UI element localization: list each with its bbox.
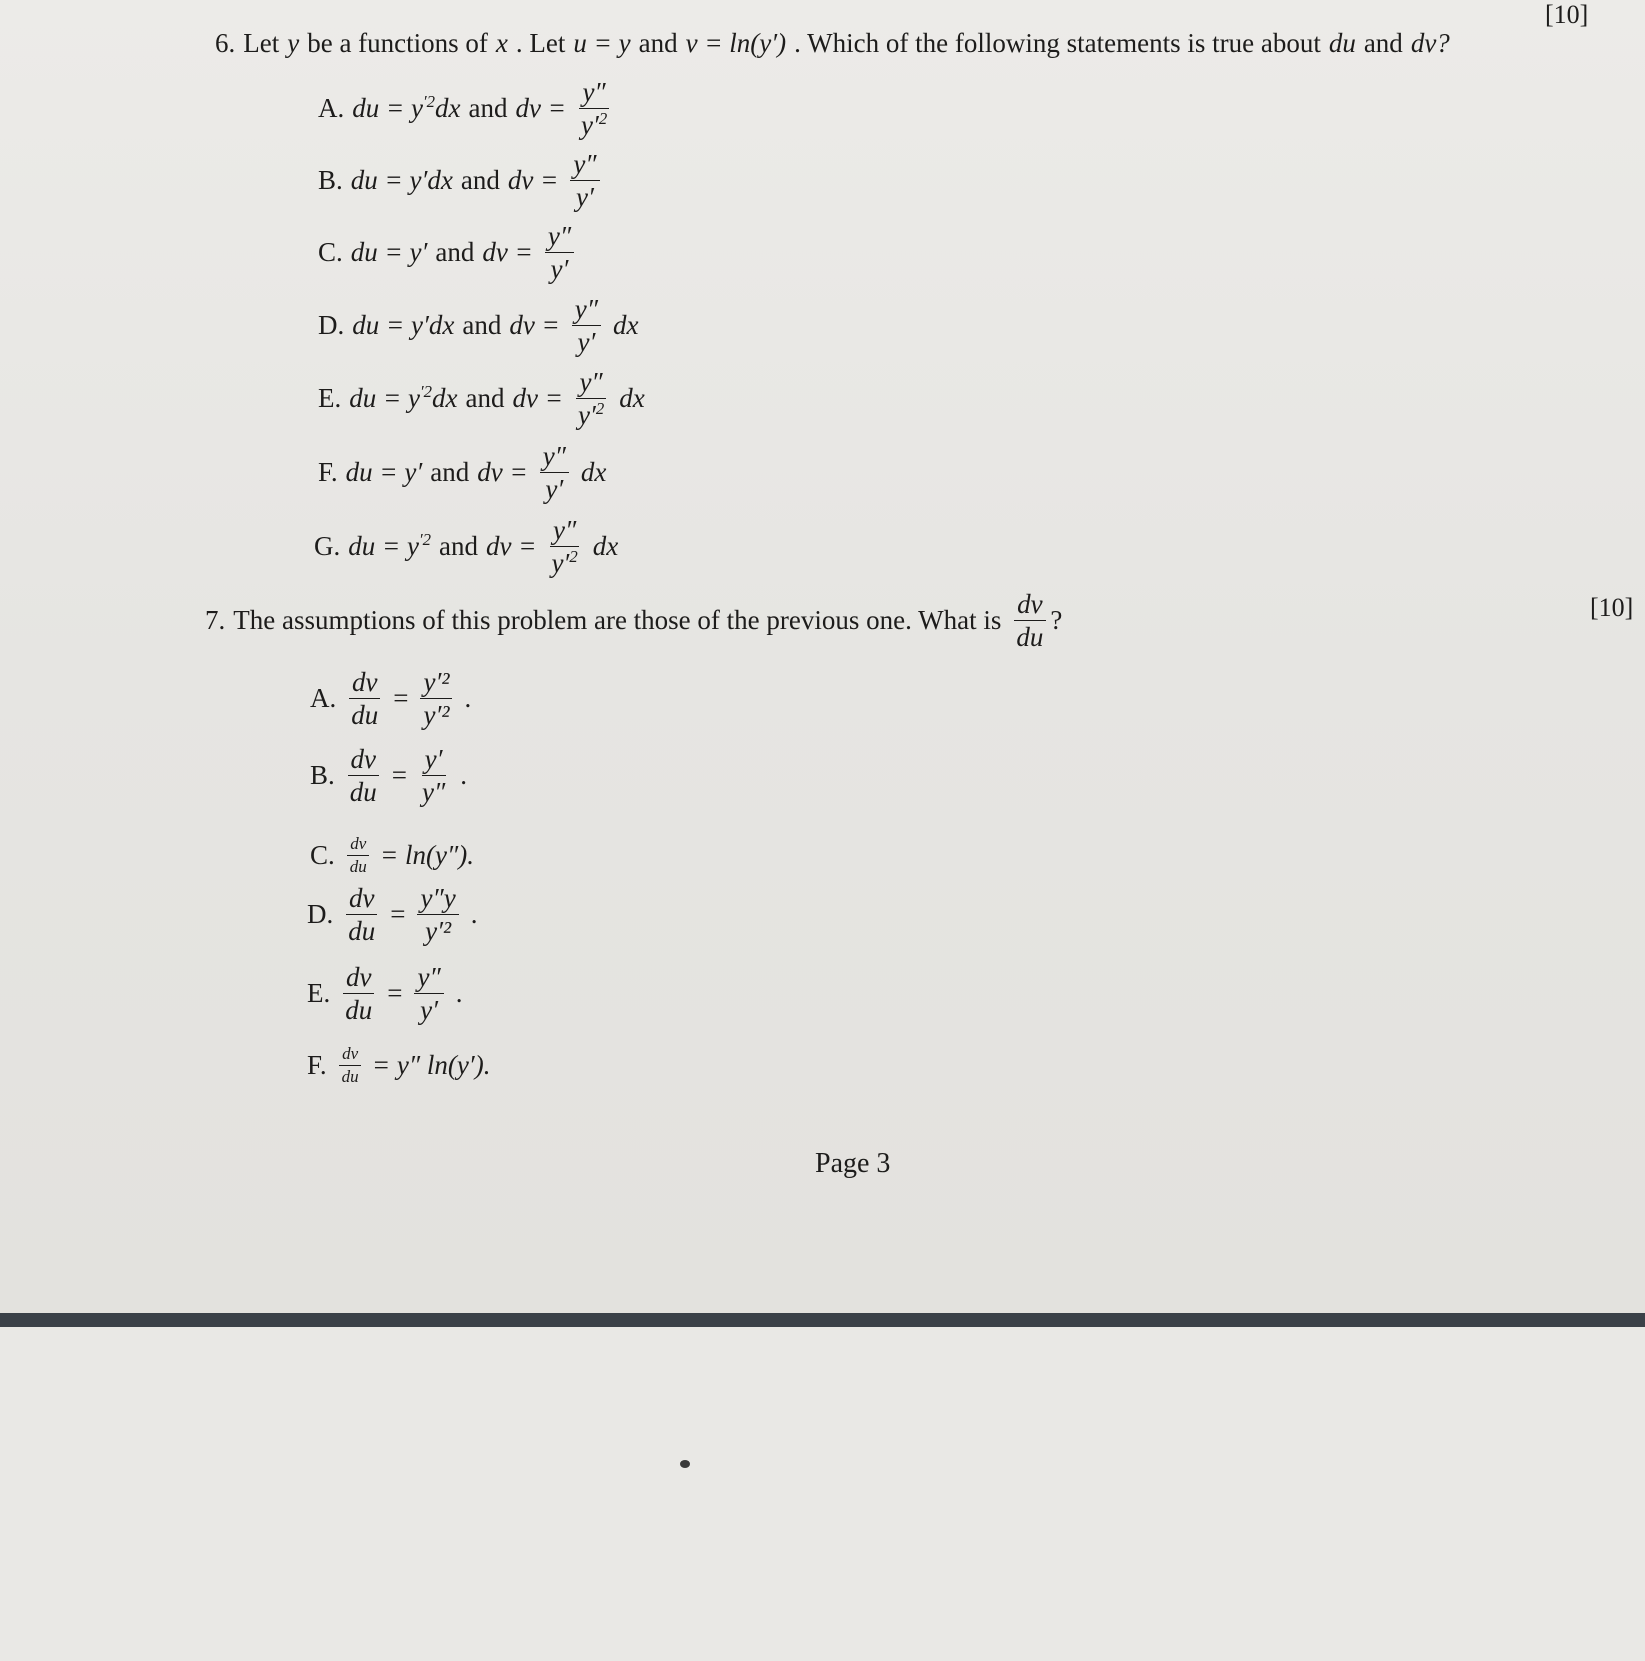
dv-text: dv = [515,93,566,124]
rhs-fraction [417,884,458,946]
q6-points: [10] [1545,0,1589,29]
option-label: C. [318,237,343,268]
fraction-numerator: y″ [540,442,569,473]
q6-and: and [638,28,678,58]
q6-text-mid2: . Let [515,28,566,58]
q6-number: 6. [215,28,236,58]
q7-option-c [310,835,474,876]
dv-text: dv = [507,165,559,196]
q7-points: [10] [1590,593,1634,622]
fraction-denominator [548,547,580,577]
page-number: Page 3 [815,1148,891,1179]
denominator-text: y′ [551,548,570,579]
dv-fraction [578,78,610,140]
du-tail: dx [435,93,461,124]
q7-text: The assumptions of this problem are those of the previous one. What is [233,605,1002,636]
denominator-superscript: 2 [569,547,578,567]
dv-fraction [572,295,601,357]
q6-option-f [318,442,606,504]
equals-sign: = [390,899,406,930]
rhs-numerator: y′² [420,668,452,699]
du-superscript: ′2 [418,530,431,550]
du-expression [349,383,457,414]
option-label: D. [307,899,334,930]
and-word: and [439,531,478,562]
q6-text-mid1: be a functions of [307,28,488,58]
lhs-numerator: dv [343,963,374,994]
lhs-numerator: dv [348,745,379,776]
and-word: and [462,310,502,341]
q6-dv: dv? [1410,28,1450,58]
rhs-fraction [419,745,448,807]
lhs-fraction [345,884,378,946]
q6-option-e [318,368,645,430]
q6-option-a [318,78,614,140]
q6-var-x: x [495,28,508,58]
du-expression [351,165,453,196]
dv-tail: dx [592,531,619,562]
equals-sign: = [381,839,397,870]
q6-du: du [1328,28,1356,58]
fraction-numerator: y″ [579,78,608,109]
option-label: F. [307,1049,327,1080]
du-text: du = y′ [345,457,423,488]
dv-text: dv = [482,237,533,268]
rhs-denominator: y″ [422,777,446,808]
lhs-denominator: du [348,916,376,947]
lhs-numerator: dv [349,668,380,699]
du-text: du = y [348,531,419,562]
du-expression [348,531,431,562]
denominator-superscript: 2 [598,109,608,129]
q6-option-g [314,516,618,578]
q7-option-a [310,668,471,730]
fraction-denominator [548,253,572,283]
du-expression [346,457,423,488]
q7-option-f [307,1045,490,1086]
dv-fraction [548,516,580,578]
end-period: . [470,899,478,930]
equals-sign: = [373,1049,389,1080]
fraction-numerator: y″ [572,295,601,326]
lhs-fraction [347,745,380,807]
dv-text: dv = [512,383,563,414]
option-label: G. [314,531,341,562]
du-text: du = y [349,383,420,414]
dv-tail: dx [619,383,645,414]
lhs-denominator: du [349,777,377,808]
lhs-fraction [339,1045,362,1086]
lhs-numerator: dv [347,835,369,856]
and-word: and [460,165,500,196]
fraction-numerator: y″ [550,516,579,547]
and-word: and [465,383,505,414]
fraction-denominator [575,399,607,429]
lhs-numerator: dv [346,884,377,915]
rhs-numerator: y′ [422,745,446,776]
option-label: E. [307,978,331,1009]
option-label: A. [318,93,345,124]
denominator-superscript: 2 [595,399,605,419]
option-label: A. [310,683,337,714]
rhs-expression: ln(y″). [405,839,474,870]
q7-option-e [307,963,462,1025]
lhs-denominator: du [345,995,373,1026]
rhs-numerator: y″y [417,884,458,915]
q7-fraction-den: du [1016,622,1044,653]
dv-fraction [545,222,574,284]
q6-option-d [318,295,639,357]
dv-text: dv = [485,531,537,562]
fraction-numerator: y″ [576,368,605,399]
lhs-fraction [342,963,375,1025]
fraction-numerator: y″ [545,222,574,253]
q6-text-mid3: . Which of the following statements is true about [794,28,1321,58]
equals-sign: = [387,978,403,1009]
rhs-expression: y″ ln(y′). [396,1049,491,1080]
denominator-text: y′ [580,110,599,141]
q6-v-eq: v = ln(y′) [685,28,787,58]
paper-speck [680,1460,690,1468]
end-period: . [464,683,472,714]
du-text: du = y′dx [350,165,453,196]
q6-var-y: y [287,28,300,58]
du-expression [351,237,428,268]
du-expression [352,93,460,124]
rhs-fraction [420,668,452,730]
end-period: . [460,760,467,791]
rhs-numerator: y″ [414,963,443,994]
lhs-denominator: du [351,700,379,731]
denominator-text: y′ [577,327,596,358]
rhs-fraction [414,963,443,1025]
rhs-denominator: y′² [423,700,450,731]
denominator-text: y′ [577,400,596,431]
q6-u-eq-y: u = y [573,28,631,58]
du-tail: dx [432,383,458,414]
lhs-fraction [347,835,370,876]
fraction-denominator [542,473,566,503]
q7-number: 7. [205,605,226,636]
page-divider [0,1313,1645,1327]
option-label: C. [310,839,335,870]
option-label: F. [318,457,338,488]
and-word: and [435,237,475,268]
du-superscript: ′2 [422,92,435,112]
q7-question [205,590,1062,652]
equals-sign: = [391,760,407,791]
lhs-fraction [348,668,381,730]
option-label: D. [318,310,345,341]
q6-option-c [318,222,578,284]
lhs-numerator: dv [339,1045,361,1066]
and-word: and [430,457,470,488]
q7-option-d [307,884,477,946]
du-expression [352,310,454,341]
and-word: and [468,93,508,124]
lhs-denominator: du [341,1066,359,1086]
du-superscript: ′2 [419,382,432,402]
rhs-denominator: y′ [420,995,439,1026]
q7-fraction-num: dv [1014,590,1045,621]
fraction-denominator [578,109,610,139]
q6-option-b [318,150,604,212]
q7-qmark: ? [1050,605,1063,636]
q6-question [215,28,1450,59]
denominator-text: y′ [545,474,564,505]
dv-tail: dx [613,310,639,341]
q7-fraction [1013,590,1046,652]
dv-tail: dx [580,457,607,488]
q6-text-prefix: Let [243,28,280,58]
q6-and2: and [1363,28,1403,58]
du-text: du = y [352,93,423,124]
end-period: . [455,978,463,1009]
denominator-text: y′ [575,182,594,213]
option-label: E. [318,383,342,414]
fraction-denominator [574,326,598,356]
fraction-denominator [573,181,597,211]
dv-text: dv = [509,310,560,341]
dv-text: dv = [477,457,528,488]
du-text: du = y′ [350,237,428,268]
option-label: B. [310,760,335,791]
dv-fraction [540,442,569,504]
option-label: B. [318,165,343,196]
next-page-area [0,1327,1645,1661]
equals-sign: = [393,683,409,714]
lhs-denominator: du [349,856,367,876]
denominator-text: y′ [550,254,569,285]
du-text: du = y′dx [352,310,455,341]
fraction-numerator: y″ [570,150,599,181]
dv-fraction [575,368,607,430]
q7-option-b [310,745,467,807]
dv-fraction [570,150,599,212]
rhs-denominator: y′² [425,916,452,947]
